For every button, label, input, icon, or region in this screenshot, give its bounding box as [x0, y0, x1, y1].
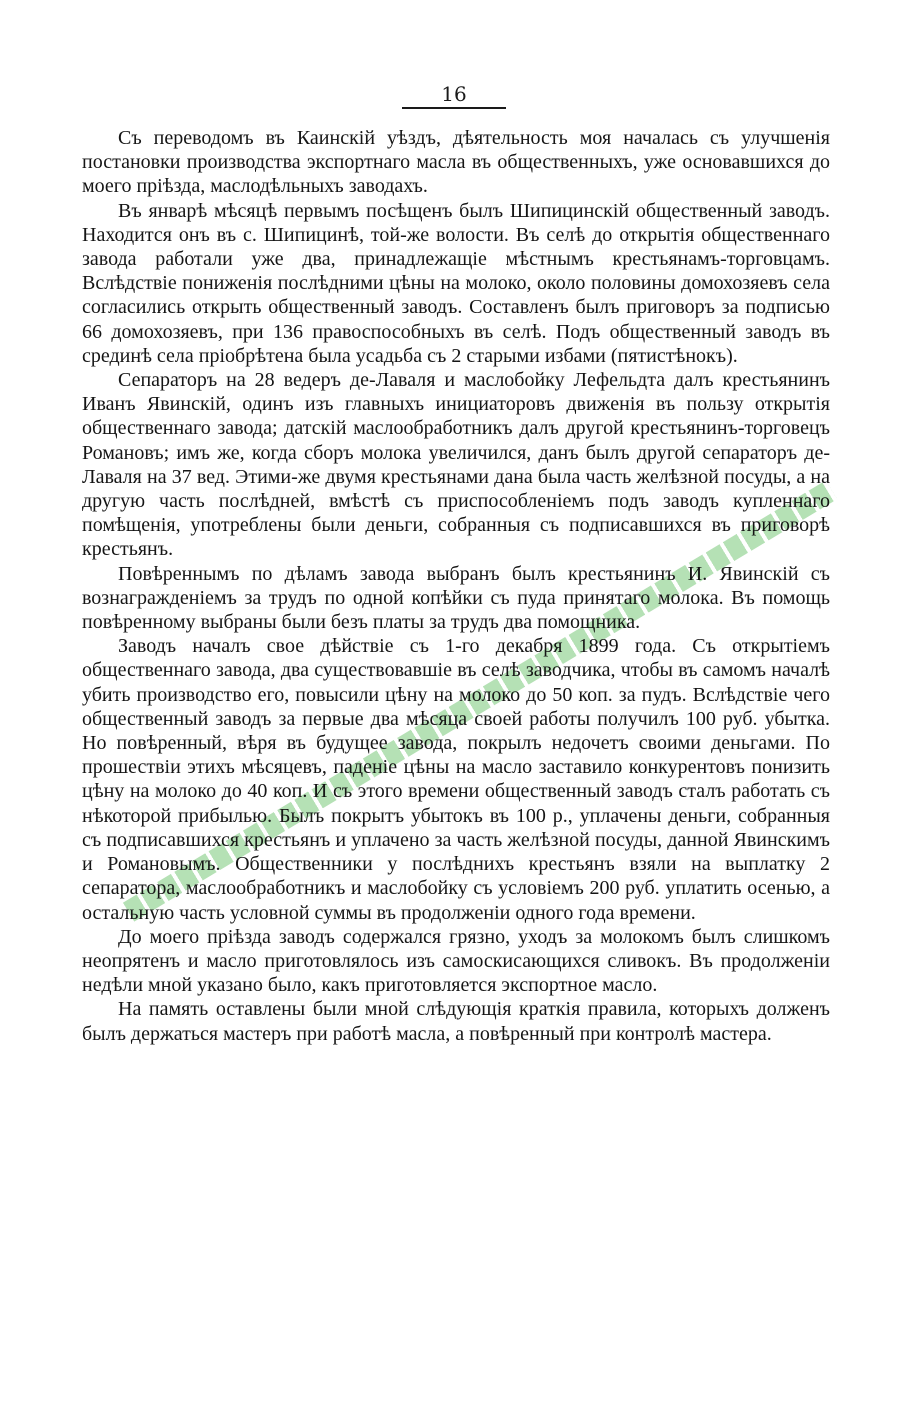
body-text [82, 126, 830, 1046]
page-number: 16 [441, 82, 467, 106]
paragraph-1: Съ переводомъ въ Каинскiй уѣздъ, дѣятельность моя началась съ улучшенiя постановки производства экспортнаго масла въ общественныхъ, уже основавшихся до моего прiѣзда, маслодѣльныхъ заводахъ. [82, 127, 830, 198]
paragraph-3: Сепараторъ на 28 ведеръ де-Лаваля и маслобойку Лефельдта далъ крестьянинъ Иванъ Явинскiй, одинъ изъ главныхъ инициаторовъ движенiя въ пользу открытiя общественнаго завода; датскiй маслообработникъ далъ другой крестьянинъ-торговецъ Романовъ; имъ же, когда сборъ молока увеличился, данъ былъ другой сепараторъ де-Лаваля на 37 вед. Этими-же двумя крестьянами дана была часть желѣзной посуды, а на другую часть послѣдней, вмѣстѣ съ приспособленiемъ подъ заводъ купленнаго помѣщенiя, употреблены были деньги, собранныя съ подписавшихся въ приговорѣ крестьянъ. [82, 369, 830, 561]
paragraph-5: Заводъ началъ свое дѣйствiе съ 1-го декабря 1899 года. Съ открытiемъ общественнаго завода, два существовавшiе въ селѣ заводчика, чтобы въ самомъ началѣ убить производство его, повысили цѣну на молоко до 50 коп. за пудъ. Вслѣдствiе чего общественный заводъ за первые два мѣсяца своей работы получилъ 100 руб. убытка. Но повѣренный, вѣря въ будущее завода, покрылъ недочетъ своими деньгами. По прошествiи этихъ мѣсяцевъ, паденiе цѣны на масло заставило конкурентовъ понизить цѣну на молоко до 40 коп. И съ этого времени общественный заводъ сталъ работать съ нѣкоторой прибылью. Былъ покрытъ убытокъ въ 100 р., уплачены деньги, собранныя съ подписавшихся крестьянъ и уплачено за часть желѣзной посуды, данной Явинскимъ и Романовымъ. Общественники у послѣднихъ крестьянъ взяли на выплатку 2 сепаратора, маслообработникъ и маслобойку съ условiемъ 200 руб. уплатить осенью, а остальную часть условной суммы въ продолженiи одного года времени. [82, 635, 830, 924]
paragraph-6: До моего прiѣзда заводъ содержался грязно, уходъ за молокомъ былъ слишкомъ неопрятенъ и масло приготовлялось изъ самоскисающихся сливокъ. Въ продолженiи недѣли мной указано было, какъ приготовляется экспортное масло. [82, 925, 830, 997]
paragraph-2: Въ январѣ мѣсяцѣ первымъ посѣщенъ былъ Шипицинскiй общественный заводъ. Находится онъ въ с. Шипицинѣ, той-же волости. Въ селѣ до открытiя общественнаго завода работали уже два, принадлежащiе мѣстнымъ крестьянамъ-торговцамъ. Вслѣдствiе пониженiя послѣдними цѣны на молоко, около половины домохозяевъ села согласились открыть общественный заводъ. Составленъ былъ приговоръ за подписью 66 домохозяевъ, при 136 правоспособныхъ въ селѣ. Подъ общественный заводъ въ срединѣ села прiобрѣтена была усадьба съ 2 старыми избами (пятистѣнокъ). [82, 199, 830, 367]
paragraph-7: На память оставлены были мной слѣдующiя краткiя правила, которыхъ долженъ былъ держаться мастеръ при работѣ масла, а повѣренный при контролѣ мастера. [82, 998, 830, 1045]
page-number-rule [402, 107, 506, 109]
paragraph-4: Повѣреннымъ по дѣламъ завода выбранъ былъ крестьянинъ И. Явинскiй съ вознагражденiемъ за трудъ по одной копѣйки съ пуда принятаго молока. Въ помощь повѣренному выбраны были безъ платы за трудъ два помощника. [82, 562, 830, 634]
